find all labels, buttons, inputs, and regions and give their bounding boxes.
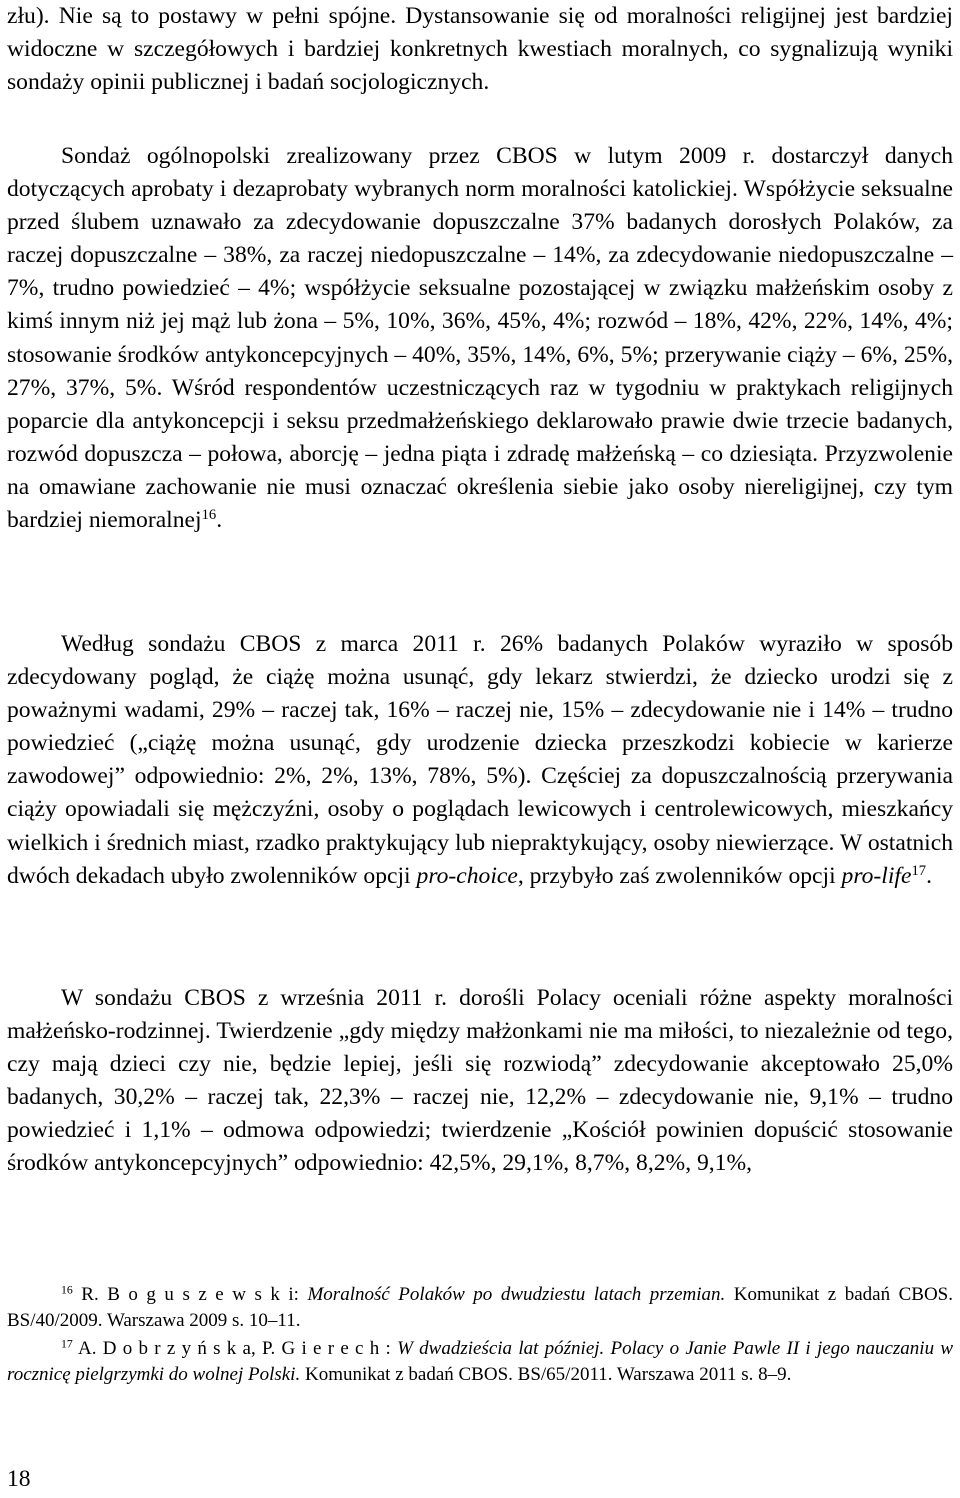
paragraph-2 xyxy=(7,140,953,537)
footnote-ref-17[interactable]: 17 xyxy=(911,862,927,879)
footnote-17 xyxy=(7,1336,953,1387)
footnote-16-mark: 16 xyxy=(61,1283,73,1297)
paragraph-3-mid: , przybyło zaś zwolenników opcji xyxy=(517,862,842,889)
footnote-16 xyxy=(7,1282,953,1333)
paragraph-4-text: W sondażu CBOS z września 2011 r. dorośli Polacy oceniali różne aspekty moralności małżeńsko-rodzinnej. Twierdzenie „gdy między małżonkami nie ma miłości, to niezależnie od tego, czy mają dzieci czy nie, będzie lepiej, jeśli się rozwiodą” zdecydowanie akceptowało 25,0% badanych, 30,2% – raczej tak, 22,3% – raczej nie, 12,2% – zdecydowanie nie, 9,1% – trudno powiedzieć i 1,1% – odmowa odpowiedzi; twierdzenie „Kościół powinien dopuścić stosowanie środków antykoncepcyjnych” odpowiednio: 42,5%, 29,1%, 8,7%, 8,2%, 9,1%, xyxy=(7,985,953,1177)
paragraph-1 xyxy=(7,0,953,99)
paragraph-4 xyxy=(7,982,953,1181)
paragraph-3-italic-pro-choice: pro-choice xyxy=(416,862,518,889)
paragraph-1-text: złu). Nie są to postawy w pełni spójne. Dystansowanie się od moralności religijnej jest bardziej widoczne w szczegółowych i bardziej konkretnych kwestiach moralnych, co sygnalizują wyniki sondaży opinii publicznej i badań socjologicznych. xyxy=(7,3,953,96)
footnote-ref-16[interactable]: 16 xyxy=(201,506,217,523)
footnote-17-author: A. D o b r z y ń s k a, P. G i e r e c h : xyxy=(78,1338,391,1359)
footnote-16-title: Moralność Polaków po dwudziestu latach przemian. xyxy=(307,1284,726,1305)
paragraph-3-italic-pro-life: pro-life xyxy=(841,862,912,889)
paragraph-2-tail: . xyxy=(216,507,223,534)
footnote-17-title: W dwadzieścia lat później. Polacy o Janie Pawle II i jego nauczaniu w rocznicę pielgrzymki do wolnej Polski. xyxy=(7,1338,954,1385)
paragraph-3 xyxy=(7,628,953,893)
paragraph-3-text: Według sondażu CBOS z marca 2011 r. 26% badanych Polaków wyraziło w sposób zdecydowany pogląd, że ciążę można usunąć, gdy lekarz stwierdzi, że dziecko urodzi się z poważnymi wadami, 29% – raczej tak, 16% – raczej nie, 15% – zdecydowanie nie i 14% – trudno powiedzieć („ciążę można usunąć, gdy urodzenie dziecka przeszkodzi kobiecie w karierze zawodowej” odpowiednio: 2%, 2%, 13%, 78%, 5%). Częściej za dopuszczalnością przerywania ciąży opowiadali się mężczyźni, osoby o poglądach lewicowych i centrolewicowych, mieszkańcy wielkich i średnich miast, rzadko praktykujący lub niepraktykujący, osoby niewierzące. W ostatnich dwóch dekadach ubyło zwolenników opcji xyxy=(7,631,953,889)
paragraph-2-text: Sondaż ogólnopolski zrealizowany przez CBOS w lutym 2009 r. dostarczył danych dotyczących aprobaty i dezaprobaty wybranych norm moralności katolickiej. Współżycie seksualne przed ślubem uznawało za zdecydowanie dopuszczalne 37% badanych dorosłych Polaków, za raczej dopuszczalne – 38%, za raczej niedopuszczalne – 14%, za zdecydowanie niedopuszczalne – 7%, trudno powiedzieć – 4%; współżycie seksualne pozostającej w związku małżeńskim osoby z kimś innym niż jej mąż lub żona – 5%, 10%, 36%, 45%, 4%; rozwód – 18%, 42%, 22%, 14%, 4%; stosowanie środków antykoncepcyjnych – 40%, 35%, 14%, 6%, 5%; przerywanie ciąży – 6%, 25%, 27%, 37%, 5%. Wśród respondentów uczestniczących raz w tygodniu w praktykach religijnych poparcie dla antykoncepcji i seksu przedmałżeńskiego deklarowało prawie dwie trzecie badanych, rozwód dopuszcza – połowa, aborcję – jedna piąta i zdradę małżeńską – co dziesiąta. Przyzwolenie na omawiane zachowanie nie musi oznaczać określenia siebie jako osoby niereligijnej, czy tym bardziej niemoralnej xyxy=(7,143,953,534)
footnote-16-rest: Komunikat z badań CBOS. BS/40/2009. Warszawa 2009 s. 10–11. xyxy=(7,1284,953,1331)
paragraph-3-tail: . xyxy=(926,862,932,889)
footnote-17-mark: 17 xyxy=(61,1337,73,1351)
footnote-16-author: R. B o g u s z e w s k i: xyxy=(81,1284,299,1305)
page-number: 18 xyxy=(7,1466,31,1492)
footnote-17-rest: Komunikat z badań CBOS. BS/65/2011. Warszawa 2011 s. 8–9. xyxy=(300,1363,792,1385)
